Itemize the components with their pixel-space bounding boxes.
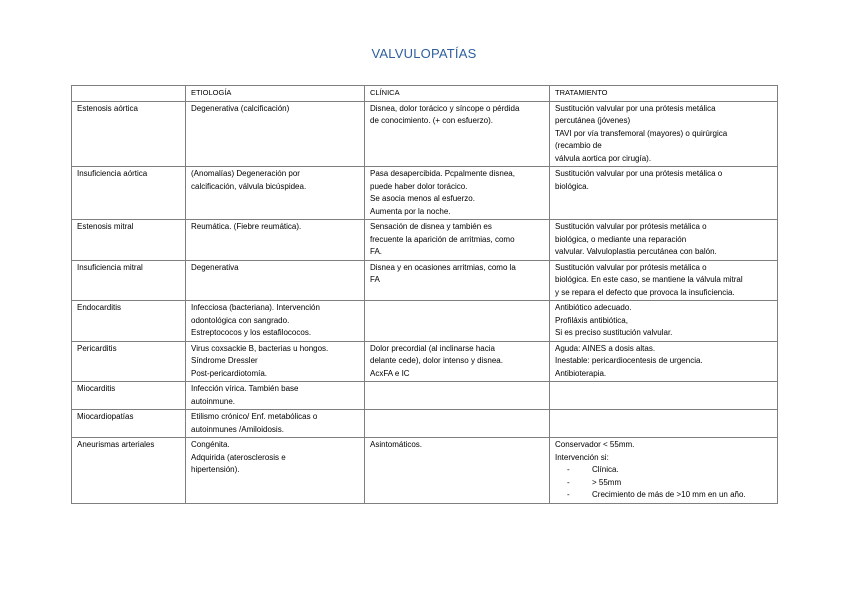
cell-line: delante cede), dolor intenso y disnea. xyxy=(370,356,503,365)
treatment-list-item: - Crecimiento de más de >10 mm en un año. xyxy=(555,489,772,502)
cell-line: Virus coxsackie B, bacterias u hongos. xyxy=(191,343,329,353)
cell-etiologia xyxy=(186,301,365,342)
cell-line: biológica. En este caso, se mantiene la válvula mitral xyxy=(555,275,743,284)
cell-valvulopathy-name: Estenosis mitral xyxy=(72,220,186,261)
cell-clinica xyxy=(365,167,550,220)
cell-line: Reumática. (Fiebre reumática). xyxy=(191,222,302,231)
cell-tratamiento xyxy=(550,260,778,301)
cell-line: odontológica con sangrado. xyxy=(191,315,290,325)
cell-clinica xyxy=(365,101,550,167)
cell-line: Sustitución valvular por prótesis metálica o xyxy=(555,222,707,231)
cell-line: (Anomalías) Degeneración por xyxy=(191,169,300,178)
cell-line: Asintomáticos. xyxy=(370,440,423,449)
table-row xyxy=(72,101,778,167)
cell-line: Disnea y en ocasiones arritmias, como la xyxy=(370,262,516,272)
table-row xyxy=(72,301,778,342)
cell-line: Etilismo crónico/ Enf. metabólicas o xyxy=(191,412,318,421)
cell-tratamiento xyxy=(550,167,778,220)
cell-line: TAVI por vía transfemoral (mayores) o quirúrgica xyxy=(555,128,728,138)
cell-tratamiento xyxy=(550,382,778,410)
cell-line: AcxFA e IC xyxy=(370,368,410,378)
cell-line: Dolor precordial (al inclinarse hacia xyxy=(370,343,495,353)
treatment-list-item: - Clínica. xyxy=(555,464,772,477)
cell-etiologia xyxy=(186,410,365,438)
cell-tratamiento xyxy=(550,438,778,504)
cell-line: valvular. Valvuloplastia percutánea con balón. xyxy=(555,247,717,256)
table-row xyxy=(72,382,778,410)
cell-clinica xyxy=(365,438,550,504)
cell-etiologia xyxy=(186,341,365,382)
table-row xyxy=(72,341,778,382)
cell-line: Aguda: AINES a dosis altas. xyxy=(555,343,656,353)
cell-line: Estreptococos y los estafilococos. xyxy=(191,328,312,337)
cell-tratamiento xyxy=(550,341,778,382)
cell-line: Degenerativa xyxy=(191,262,239,272)
cell-line: Antibiótico adecuado. xyxy=(555,303,632,312)
cell-line: Sensación de disnea y también es xyxy=(370,222,492,231)
cell-line: Congénita. xyxy=(191,440,230,449)
cell-line: Adquirida (aterosclerosis e xyxy=(191,452,286,462)
treatment-list-item: - > 55mm xyxy=(555,477,772,490)
cell-line: Conservador < 55mm. xyxy=(555,440,635,449)
cell-line: y se repara el defecto que provoca la insuficiencia. xyxy=(555,287,735,297)
cell-clinica xyxy=(365,220,550,261)
cell-etiologia xyxy=(186,167,365,220)
cell-line: Inestable: pericardiocentesis de urgencia. xyxy=(555,356,703,365)
cell-clinica xyxy=(365,410,550,438)
cell-line: biológica. xyxy=(555,181,589,191)
cell-line: Síndrome Dressler xyxy=(191,356,258,365)
cell-line: Se asocia menos al esfuerzo. xyxy=(370,194,475,203)
cell-clinica xyxy=(365,301,550,342)
cell-etiologia xyxy=(186,260,365,301)
cell-line: Post-pericardiotomía. xyxy=(191,368,268,378)
cell-line: de conocimiento. (+ con esfuerzo). xyxy=(370,116,493,125)
table-row xyxy=(72,167,778,220)
cell-etiologia xyxy=(186,438,365,504)
cell-line: Pasa desapercibida. Pcpalmente disnea, xyxy=(370,169,515,178)
cell-line: Infecciosa (bacteriana). Intervención xyxy=(191,303,320,312)
header-cell-empty xyxy=(72,86,186,102)
cell-valvulopathy-name: Estenosis aórtica xyxy=(72,101,186,167)
cell-line: puede haber dolor torácico. xyxy=(370,181,468,191)
cell-clinica xyxy=(365,382,550,410)
page-title: VALVULOPATÍAS xyxy=(371,46,477,61)
cell-line: frecuente la aparición de arritmias, como xyxy=(370,234,515,244)
table-row xyxy=(72,260,778,301)
cell-valvulopathy-name: Insuficiencia mitral xyxy=(72,260,186,301)
cell-line: biológica, o mediante una reparación xyxy=(555,234,687,244)
cell-line: FA. xyxy=(370,247,383,256)
cell-etiologia xyxy=(186,101,365,167)
table-header-row xyxy=(72,86,778,102)
cell-line: percutánea (jóvenes) xyxy=(555,116,631,125)
cell-clinica xyxy=(365,341,550,382)
cell-line: Sustitución valvular por una prótesis metálica xyxy=(555,103,716,113)
valvulopathies-table xyxy=(71,85,778,504)
cell-tratamiento xyxy=(550,101,778,167)
cell-valvulopathy-name: Aneurismas arteriales xyxy=(72,438,186,504)
cell-tratamiento xyxy=(550,410,778,438)
cell-tratamiento xyxy=(550,220,778,261)
cell-line: Aumenta por la noche. xyxy=(370,206,451,216)
cell-line: Degenerativa (calcificación) xyxy=(191,103,290,113)
table-row xyxy=(72,410,778,438)
cell-line: calcificación, válvula bicúspidea. xyxy=(191,181,307,191)
cell-line: Sustitución valvular por prótesis metálica o xyxy=(555,262,707,272)
header-cell-etiologia: ETIOLOGÍA xyxy=(186,86,365,102)
table-row xyxy=(72,220,778,261)
cell-clinica xyxy=(365,260,550,301)
cell-line: Sustitución valvular por una prótesis metálica o xyxy=(555,169,723,178)
table-body xyxy=(72,101,778,503)
cell-valvulopathy-name: Insuficiencia aórtica xyxy=(72,167,186,220)
cell-etiologia xyxy=(186,382,365,410)
cell-line: FA xyxy=(370,275,380,284)
header-cell-tratamiento: TRATAMIENTO xyxy=(550,86,778,102)
cell-line: Infección vírica. También base xyxy=(191,384,299,393)
cell-line: autoinmunes /Amiloidosis. xyxy=(191,424,284,434)
cell-line: válvula aortica por cirugía). xyxy=(555,153,652,163)
header-cell-clinica: CLÍNICA xyxy=(365,86,550,102)
cell-valvulopathy-name: Endocarditis xyxy=(72,301,186,342)
cell-line: Disnea, dolor torácico y síncope o pérdida xyxy=(370,103,520,113)
cell-valvulopathy-name: Miocarditis xyxy=(72,382,186,410)
cell-valvulopathy-name: Miocardiopatías xyxy=(72,410,186,438)
cell-line: autoinmune. xyxy=(191,396,236,406)
cell-line: hipertensión). xyxy=(191,465,240,474)
cell-line: (recambio de xyxy=(555,141,602,150)
cell-etiologia xyxy=(186,220,365,261)
cell-tratamiento xyxy=(550,301,778,342)
cell-line: Si es preciso sustitución valvular. xyxy=(555,328,673,337)
cell-line: Antibioterapia. xyxy=(555,368,607,378)
table-row xyxy=(72,438,778,504)
cell-line: Intervención si: xyxy=(555,452,609,462)
cell-line: Profiláxis antibiótica, xyxy=(555,315,628,325)
cell-valvulopathy-name: Pericarditis xyxy=(72,341,186,382)
